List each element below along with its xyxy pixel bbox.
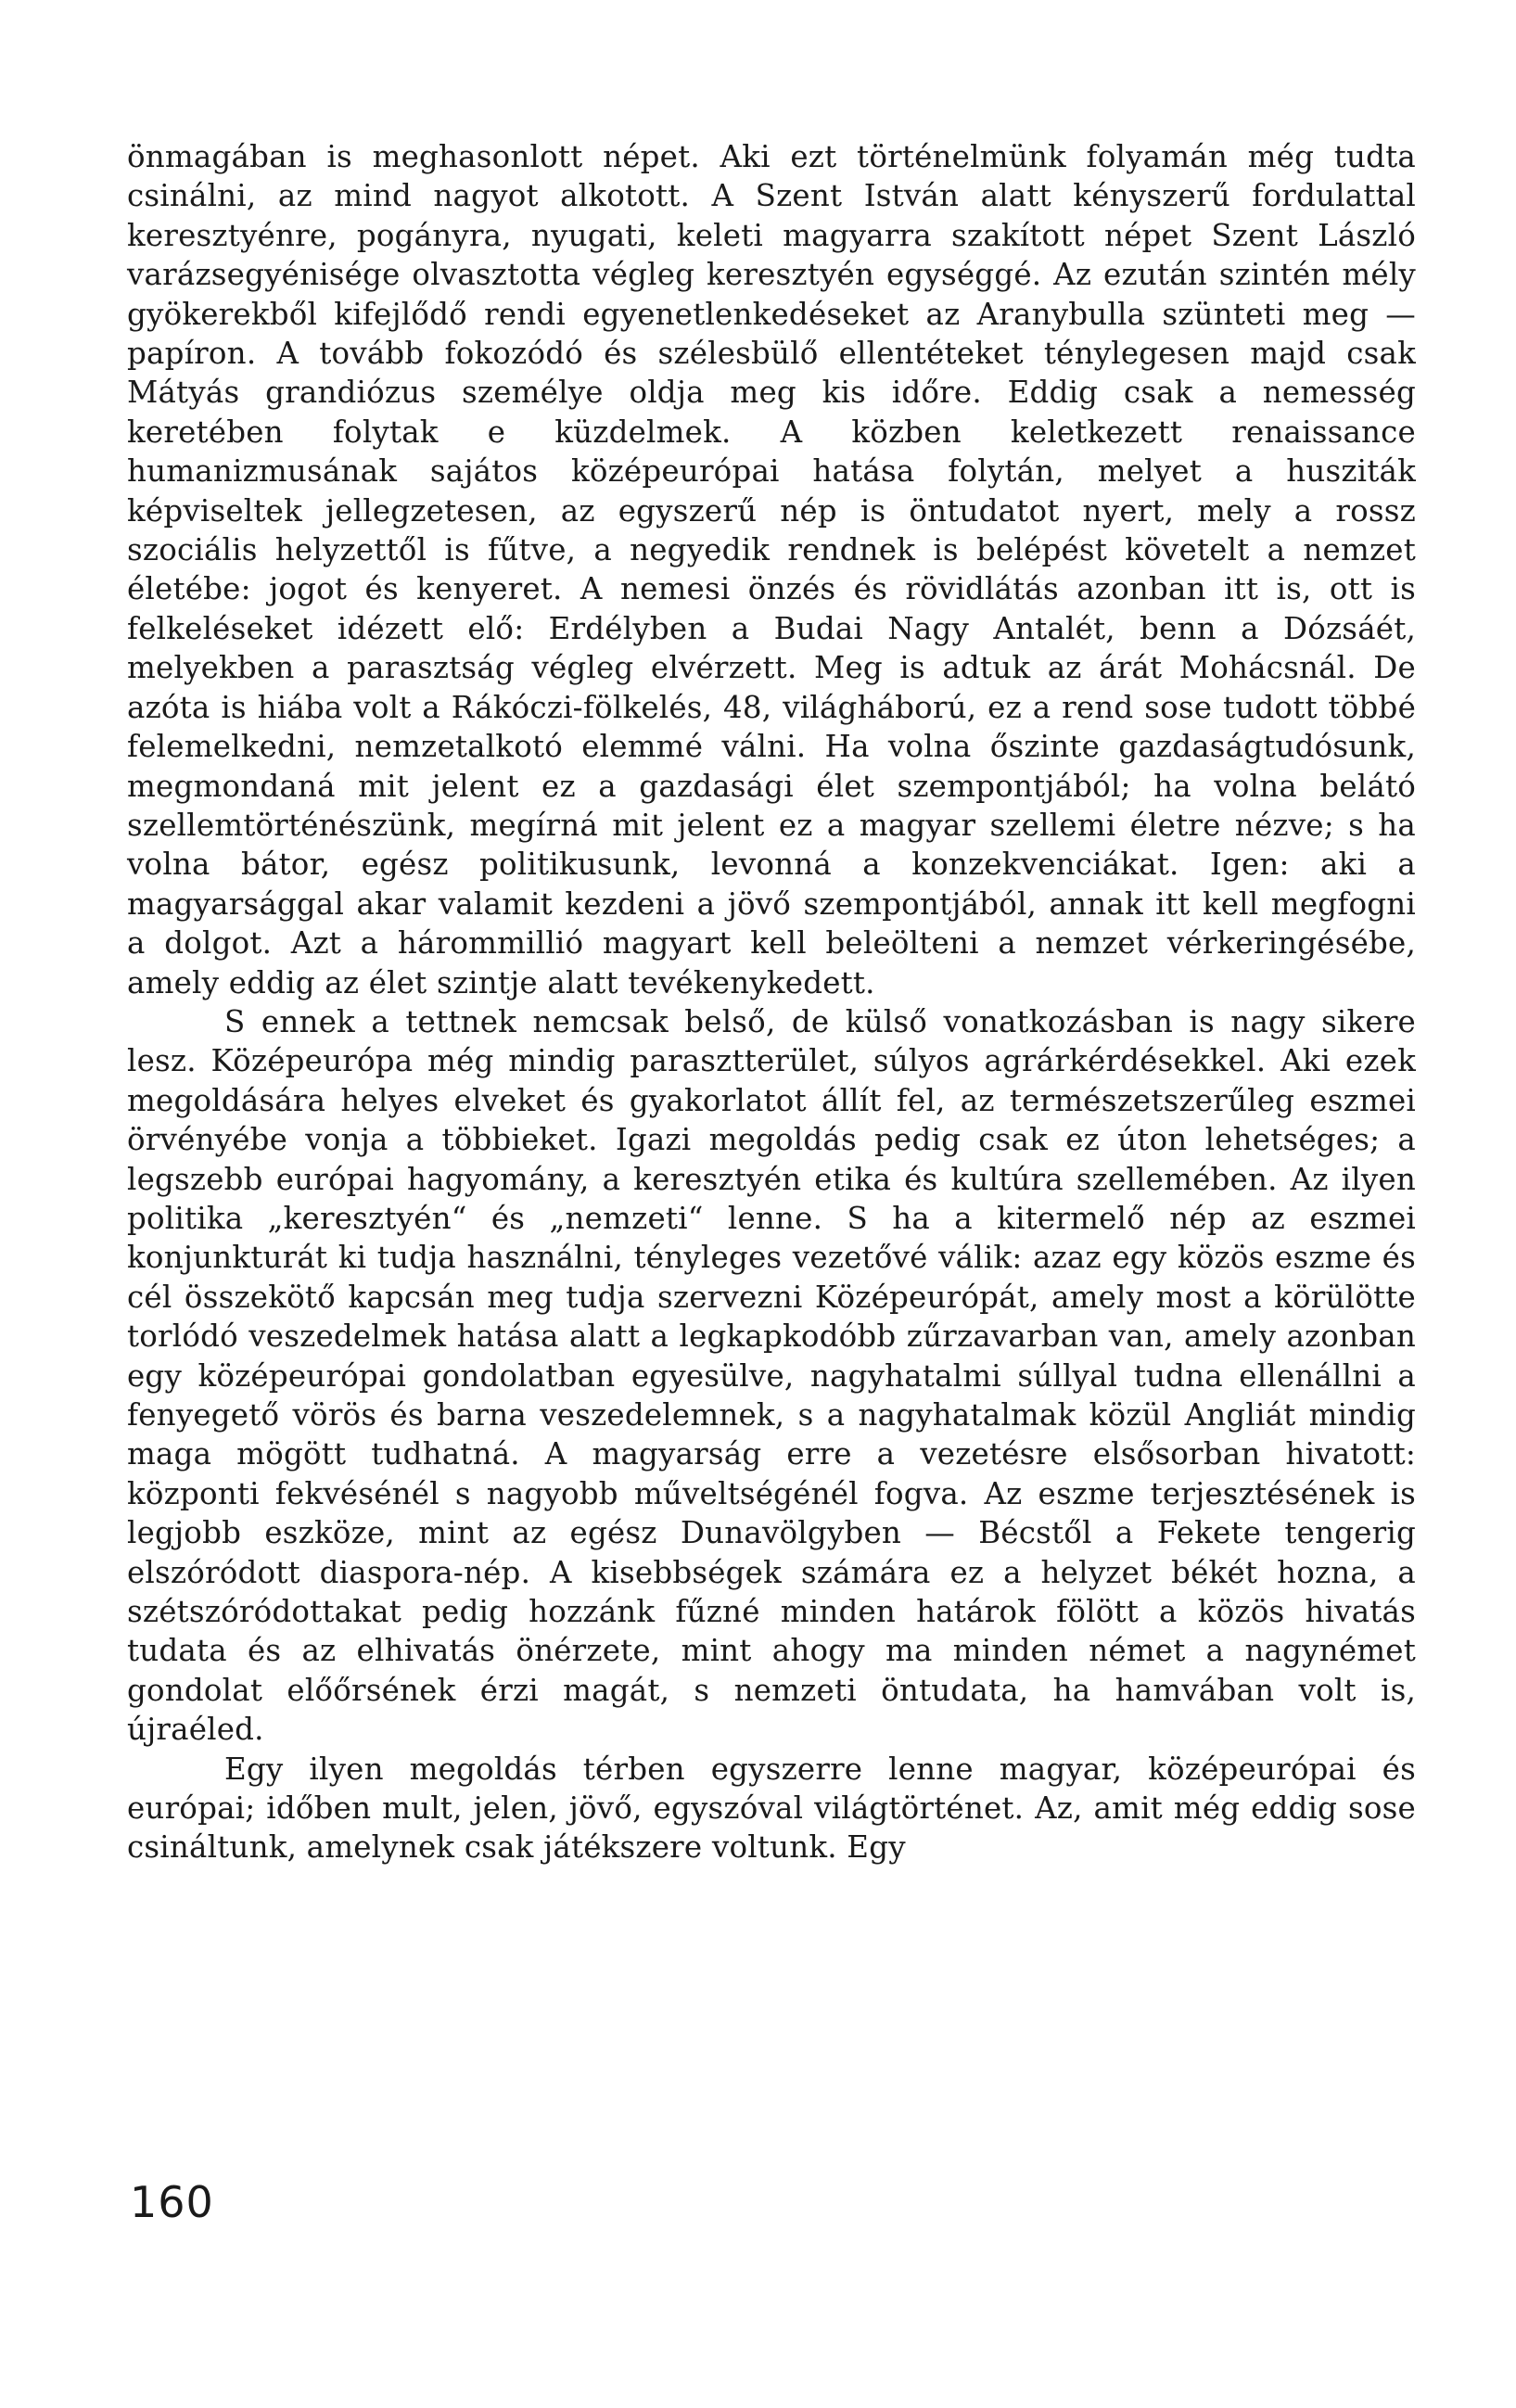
paragraph-3: Egy ilyen megoldás térben egyszerre lenne magyar, középeurópai és európai; időben mult, jelen, jövő, egyszóval világtörténet. Az, amit még eddig sose csináltunk, amelynek csak játékszere voltunk. Egy — [127, 1751, 1416, 1866]
paragraph-2: S ennek a tettnek nemcsak belső, de külső vonatkozásban is nagy sikere lesz. Középeurópa még mindig parasztterület, súlyos agrárkérdésekkel. Aki ezek megoldására helyes elveket és gyakorlatot állít fel, az természetszerűleg eszmei örvényébe vonja a többieket. Igazi megoldás pedig csak ez úton lehetséges; a legszebb európai hagyomány, a keresztyén etika és kultúra szellemében. Az ilyen politika „keresztyén“ és „nemzeti“ lenne. S ha a kitermelő nép az eszmei konjunkturát ki tudja használni, tényleges vezetővé válik: azaz egy közös eszme és cél összekötő kapcsán meg tudja szervezni Középeurópát, amely most a körülötte torlódó veszedelmek hatása alatt a legkapkodóbb zűrzavarban van, amely azonban egy középeurópai gondolatban egyesülve, nagyhatalmi súllyal tudna ellenállni a fenyegető vörös és barna veszedelemnek, s a nagyhatalmak közül Angliát mindig maga mögött tudhatná. A magyarság erre a vezetésre elsősorban hivatott: központi fekvésénél s nagyobb műveltségénél fogva. Az eszme terjesztésének is legjobb eszköze, mint az egész Dunavölgyben — Bécstől a Fekete tengerig elszóródott diaspora-nép. A kisebbségek számára ez a helyzet békét hozna, a szétszóródottakat pedig hozzánk fűzné minden határok fölött a közös hivatás tudata és az elhivatás önérzete, mint ahogy ma minden német a nagynémet gondolat előőrsének érzi magát, s nemzeti öntudata, ha hamvában volt is, újraéled. — [127, 1003, 1416, 1748]
page-number: 160 — [130, 2177, 214, 2227]
paragraph-1: önmagában is meghasonlott népet. Aki ezt történelmünk folyamán még tudta csinálni, az mind nagyot alkotott. A Szent István alatt kényszerű fordulattal keresztyénre, pogányra, nyugati, keleti magyarra szakított népet Szent László varázsegyénisége olvasztotta végleg keresztyén egységgé. Az ezután szintén mély gyökerekből kifejlődő rendi egyenetlenkedéseket az Aranybulla szünteti meg — papíron. A tovább fokozódó és szélesbülő ellentéteket ténylegesen majd csak Mátyás grandiózus személye oldja meg kis időre. Eddig csak a nemesség keretében folytak e küzdelmek. A közben keletkezett renaissance humanizmusának sajátos középeurópai hatása folytán, melyet a husziták képviseltek jellegzetesen, az egyszerű nép is öntudatot nyert, mely a rossz szociális helyzettől is fűtve, a negyedik rendnek is belépést követelt a nemzet életébe: jogot és kenyeret. A nemesi önzés és rövidlátás azonban itt is, ott is felkeléseket idézett elő: Erdélyben a Budai Nagy Antalét, benn a Dózsáét, melyekben a parasztság végleg elvérzett. Meg is adtuk az árát Mohácsnál. De azóta is hiába volt a Rákóczi-fölkelés, 48, világháború, ez a rend sose tudott többé felemelkedni, nemzetalkotó elemmé válni. Ha volna őszinte gazdaságtudósunk, megmondaná mit jelent ez a gazdasági élet szempontjából; ha volna belátó szellemtörténészünk, megírná mit jelent ez a magyar szellemi életre nézve; s ha volna bátor, egész politikusunk, levonná a konzekvenciákat. Igen: aki a magyarsággal akar valamit kezdeni a jövő szempontjából, annak itt kell megfogni a dolgot. Azt a hárommillió magyart kell beleölteni a nemzet vérkeringésébe, amely eddig az élet szintje alatt tevékenykedett. — [127, 139, 1416, 1000]
body-text — [127, 137, 1416, 1867]
